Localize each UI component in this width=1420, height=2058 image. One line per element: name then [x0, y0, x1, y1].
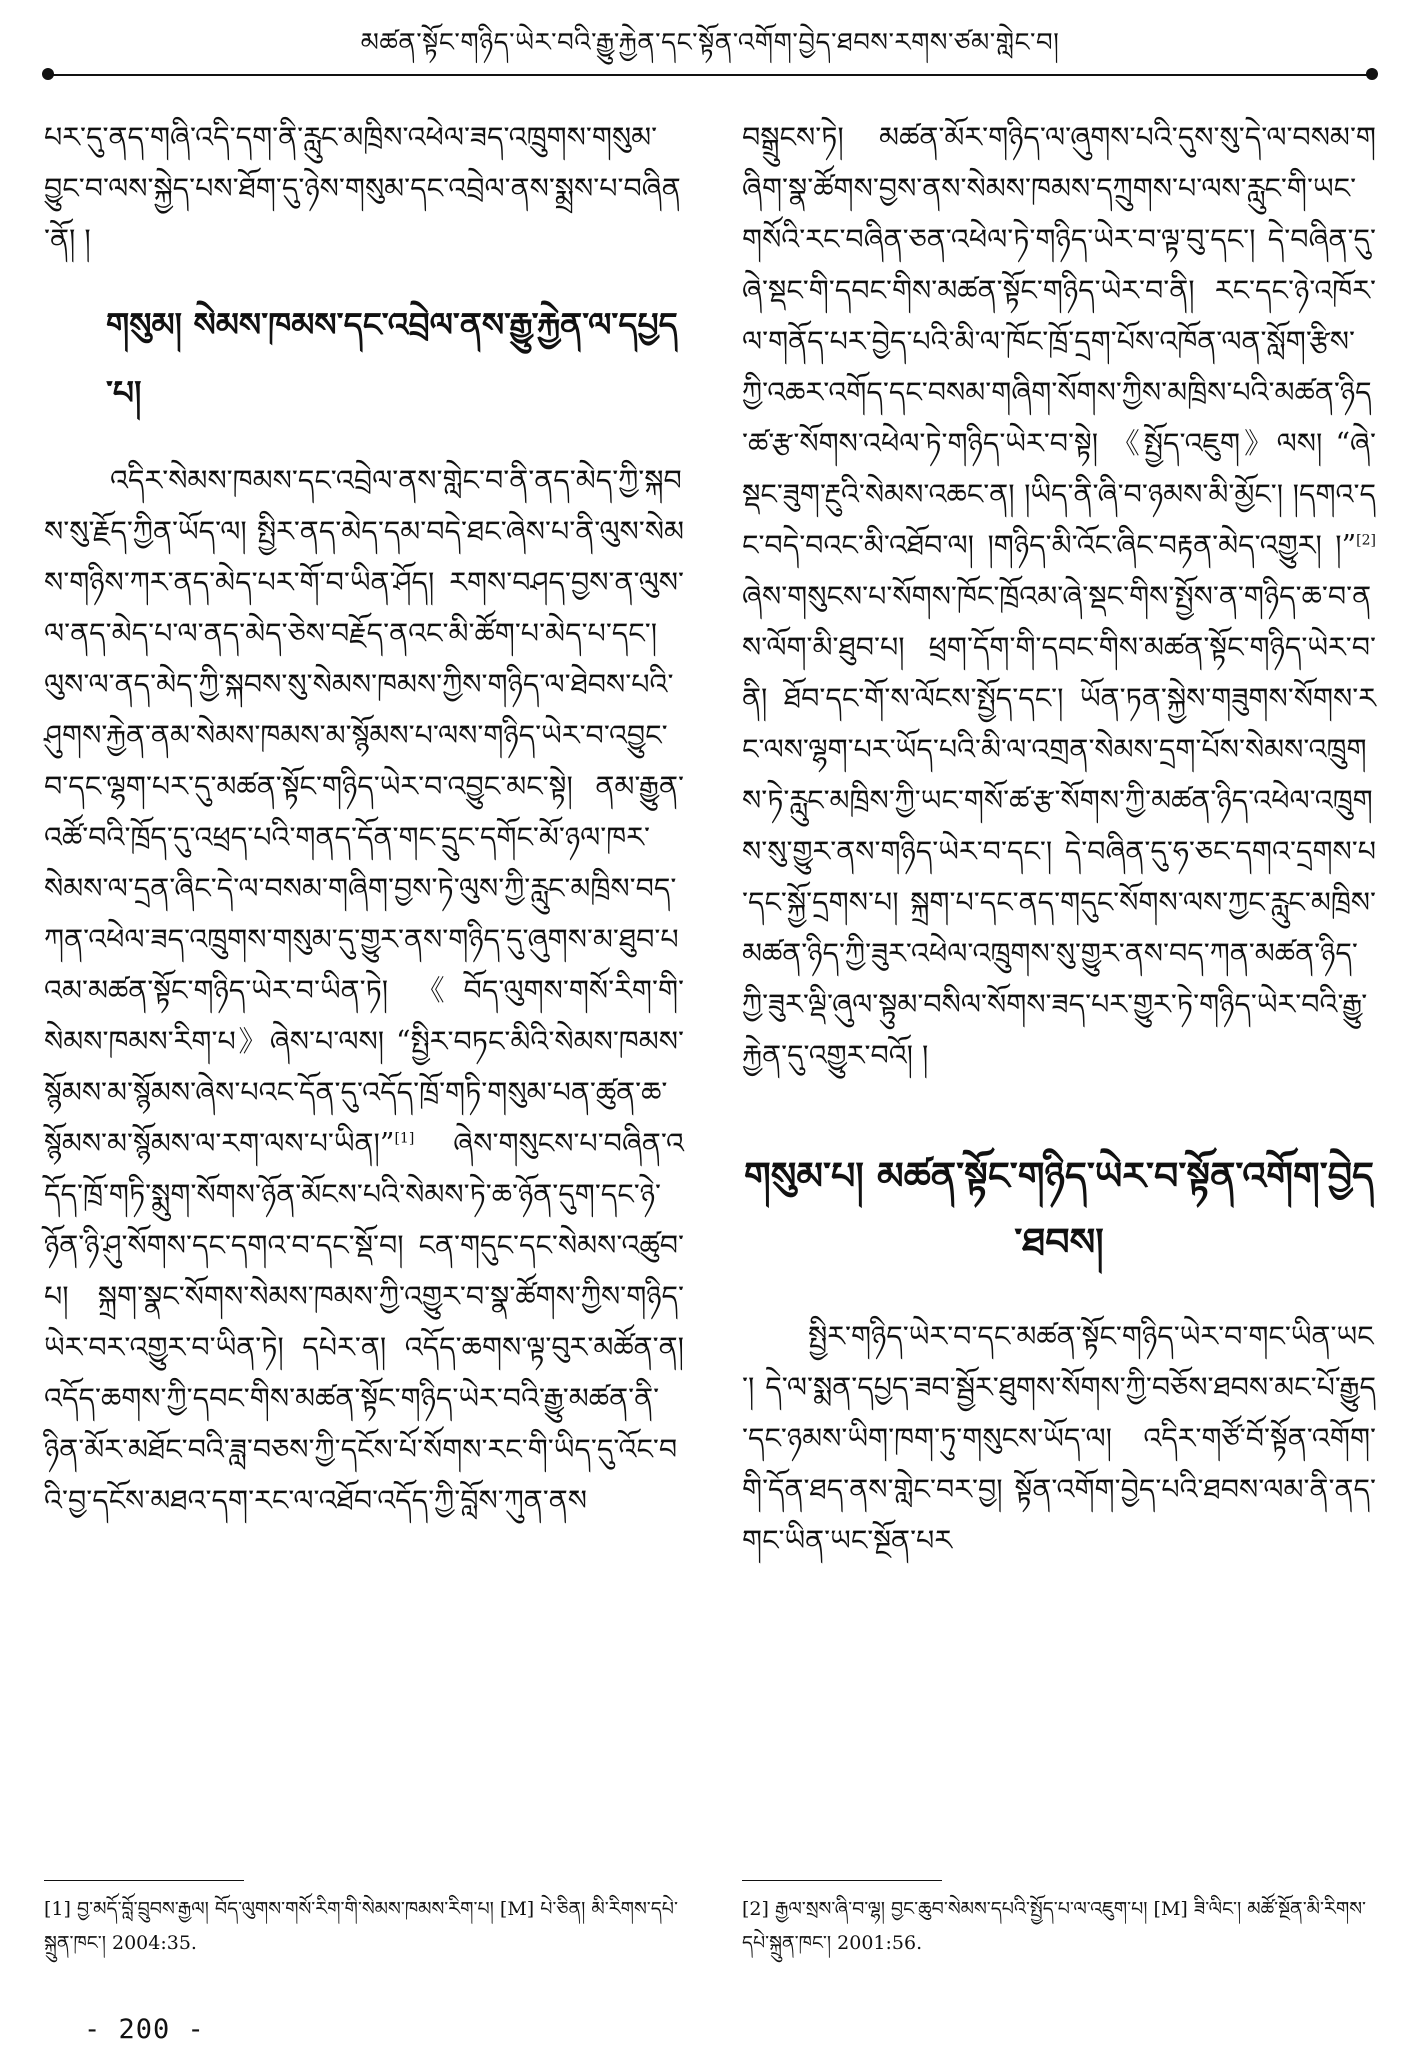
footnote-marker-2: [2]: [1356, 532, 1376, 549]
right-column: [742, 112, 1376, 1566]
left-column: [44, 112, 684, 1526]
page-number: - 200 -: [84, 2014, 205, 2045]
paragraph-mind: [44, 455, 684, 1526]
section-heading-prevention: གསུམ་པ། མཚན་སྟོང་གཉིད་ཡེར་བ་སྟོན་འགོག་བྱེད་ཐབས།: [743, 1153, 1375, 1264]
section-heading-3: གསུམ། སེམས་ཁམས་དང་འབྲེལ་ནས་རྒྱུ་རྐྱེན་ལ་དཔྱད་པ།: [106, 305, 678, 412]
paragraph-right-text-2: ཞེས་གསུངས་པ་སོགས་ཁོང་ཁྲོའམ་ཞེ་སྡང་གིས་སྤྱོས་ན་གཉིད་ཆ་བ་ནས་ལོག་མི་ཐུབ་པ། ཕྲག་དོག་གི་དབང་གིས་མཚན་སྟོང་གཉིད་ཡེར་བ་ནི། ཐོབ་དང་གོ་ས་ལོངས་སྤྱོད་དང་། ཡོན་ཏན་སྐྱེས་གཟུགས་སོགས་རང་ལས་ལྷག་པར་ཡོད་པའི་མི་ལ་འགྲན་སེམས་དྲག་པོས་སེམས་འཁྲུགས་ཏེ་རླུང་མཁྲིས་ཀྱི་ཡང་གསོ་ཚ་རྩ་སོགས་ཀྱི་མཚན་ཉིད་འཕེལ་འཁྲུགས་སུ་གྱུར་ནས་གཉིད་ཡེར་བ་དང་། དེ་བཞིན་དུ་ཧ་ཅང་དགའ་དྲགས་པ་དང་སྐྱོ་དྲགས་པ། སྐྲག་པ་དང་ནད་གདུང་སོགས་ལས་ཀྱང་རླུང་མཁྲིས་མཚན་ཉིད་ཀྱི་ཟུར་འཕེལ་འཁྲུགས་སུ་གྱུར་ནས་བད་ཀན་མཚན་ཉིད་ཀྱི་ཟུར་ལྡི་ཞུལ་སྟུམ་བསིལ་སོགས་ཟད་པར་གྱུར་ཏེ་གཉིད་ཡེར་བའི་རྒྱུ་རྐྱེན་དུ་འགྱུར་བའོ། །: [742, 580, 1376, 1072]
paragraph-continued-right: [742, 112, 1376, 1081]
footnote-1: [1] བྱ་མདོ་བློ་བྲུབས་རྒྱལ། བོད་ལུགས་གསོ་རིག་གི་སེམས་ཁམས་རིག་པ། [M] པེ་ཅིན། མི་རིགས་དཔེ་སྐྲུན་ཁང་། 2004:35.: [44, 1898, 678, 1954]
paragraph-right-text: བསྒྲུངས་ཏེ། མཚན་མོར་གཉིད་ལ་ཞུགས་པའི་དུས་སུ་དེ་ལ་བསམ་གཞིག་སྣ་ཚོགས་བྱས་ནས་སེམས་ཁམས་དཀྲུགས་པ་ལས་རླུང་གི་ཡང་གསོའི་རང་བཞིན་ཅན་འཕེལ་ཏེ་གཉིད་ཡེར་བ་ལྟ་བུ་དང་། དེ་བཞིན་དུ་ཞེ་སྡང་གི་དབང་གིས་མཚན་སྟོང་གཉིད་ཡེར་བ་ནི། རང་དང་ཉེ་འཁོར་ལ་གནོད་པར་བྱེད་པའི་མི་ལ་ཁོང་ཁྲོ་དྲག་པོས་འཁོན་ལན་སློག་རྩིས་ཀྱི་འཆར་འགོད་དང་བསམ་གཞིག་སོགས་ཀྱིས་མཁྲིས་པའི་མཚན་ཉིད་ཚ་རྩ་སོགས་འཕེལ་ཏེ་གཉིད་ཡེར་བ་སྟེ། 《སྤྱོད་འཇུག》ལས། “ཞེ་སྡང་ཟུག་རྔུའི་སེམས་འཆང་ན། །ཡིད་ནི་ཞི་བ་ཉམས་མི་མྱོང་། །དགའ་དང་བདེ་བའང་མི་འཐོབ་ལ། །གཉིད་མི་འོང་ཞིང་བརྟན་མེད་འགྱུར། །”: [742, 121, 1376, 562]
header-rule: [48, 74, 1368, 76]
footnote-2: [2] རྒྱལ་སྲས་ཞི་བ་ལྷ། བྱང་ཆུབ་སེམས་དཔའི་སྤྱོད་པ་ལ་འཇུག་པ། [M] ཟི་ལིང་། མཚོ་སྔོན་མི་རིགས་དཔེ་སྐྲུན་ཁང་། 2001:56.: [742, 1898, 1367, 1954]
footnote-marker-1: [1]: [394, 1130, 415, 1147]
paragraph-mind-text-2: ཞེས་གསུངས་པ་བཞིན་འདོད་ཁྲོ་གཏི་སྨུག་སོགས་ཉོན་མོངས་པའི་སེམས་ཏེ་ཆ་ཉོན་དུག་དང་ཉེ་ཉོན་ཉི་ཤུ་སོགས་དང་དགའ་བ་དང་སྡོ་བ། ངན་གདུང་དང་སེམས་འཚུབ་པ། སྐྲག་སྣང་སོགས་སེམས་ཁམས་ཀྱི་འགྱུར་བ་སྣ་ཚོགས་ཀྱིས་གཉིད་ཡེར་བར་འགྱུར་བ་ཡིན་ཏེ། དཔེར་ན། འདོད་ཆགས་ལྟ་བུར་མཚོན་ན། འདོད་ཆགས་ཀྱི་དབང་གིས་མཚན་སྟོང་གཉིད་ཡེར་བའི་རྒྱུ་མཚན་ནི་ཉིན་མོར་མཐོང་བའི་ཟླ་བཅས་ཀྱི་དངོས་པོ་སོགས་རང་གི་ཡིད་དུ་འོང་བའི་བྱ་དངོས་མཐའ་དག་རང་ལ་འཐོབ་འདོད་ཀྱི་བློས་ཀུན་ནས: [44, 1127, 684, 1517]
running-header: མཚན་སྟོང་གཉིད་ཡེར་བའི་རྒྱུ་རྐྱེན་དང་སྟོན་འགོག་བྱེད་ཐབས་རགས་ཙམ་གླེང་བ།: [360, 28, 1060, 58]
paragraph-mind-text: འདིར་སེམས་ཁམས་དང་འབྲེལ་ནས་གླེང་བ་ནི་ནད་མེད་ཀྱི་སྐབས་སུ་རྗོད་ཀྱིན་ཡོད་ལ། སྤྱིར་ནད་མེད་དམ་བདེ་ཐང་ཞེས་པ་ནི་ལུས་སེམས་གཉིས་ཀར་ནད་མེད་པར་གོ་བ་ཡིན་ཤོད། རགས་བཤད་བྱས་ན་ལུས་ལ་ནད་མེད་པ་ལ་ནད་མེད་ཅེས་བརྗོད་ནའང་མི་ཚོག་པ་མེད་པ་དང་། ལུས་ལ་ནད་མེད་ཀྱི་སྐབས་སུ་སེམས་ཁམས་ཀྱིས་གཉིད་ལ་ཐེབས་པའི་ཤུགས་རྐྱེན་ནམ་སེམས་ཁམས་མ་སྙོམས་པ་ལས་གཉིད་ཡེར་བ་འབྱུང་བ་དང་ལྷག་པར་དུ་མཚན་སྟོང་གཉིད་ཡེར་བ་འབྱུང་མང་སྟེ། ནམ་རྒྱུན་འཚོ་བའི་ཁྲོད་དུ་འཕྲད་པའི་གནད་དོན་གང་དྲུང་དགོང་མོ་ཉལ་ཁར་སེམས་ལ་དྲན་ཞིང་དེ་ལ་བསམ་གཞིག་བྱས་ཏེ་ལུས་ཀྱི་རླུང་མཁྲིས་བད་ཀན་འཕེལ་ཟད་འཁྲུགས་གསུམ་དུ་གྱུར་ནས་གཉིད་དུ་ཞུགས་མ་ཐུབ་པའམ་མཚན་སྟོང་གཉིད་ཡེར་བ་ཡིན་ཏེ། 《བོད་ལུགས་གསོ་རིག་གི་སེམས་ཁམས་རིག་པ》ཞེས་པ་ལས། “སྤྱིར་བཏང་མིའི་སེམས་ཁམས་སྙོམས་མ་སྙོམས་ཞེས་པའང་དོན་དུ་འདོད་ཁྲོ་གཏི་གསུམ་པན་ཚུན་ཆ་སྙོམས་མ་སྙོམས་ལ་རག་ལས་པ་ཡིན།”: [44, 464, 684, 1160]
footnote-rule-left: [44, 1880, 244, 1881]
paragraph-prevention: སྤྱིར་གཉིད་ཡེར་བ་དང་མཚན་སྟོང་གཉིད་ཡེར་བ་གང་ཡིན་ཡང་། དེ་ལ་སྨན་དཔྱད་ཟབ་སྦྱོར་ཐུགས་སོགས་ཀྱི་བཅོས་ཐབས་མང་པོ་རྒྱུད་དང་ཉམས་ཡིག་ཁག་ཏུ་གསུངས་ཡོད་ལ། འདིར་གཙོ་བོ་སྟོན་འགོག་གི་དོན་ཐད་ནས་གླེང་བར་བྱ། སྟོན་འགོག་བྱེད་པའི་ཐབས་ལམ་ནི་ནད་གང་ཡིན་ཡང་སྔོན་པར: [742, 1320, 1376, 1557]
footnote-rule-right: [742, 1880, 942, 1881]
rule-dot-right: [1366, 68, 1378, 80]
paragraph-continued: པར་དུ་ནད་གཞི་འདི་དག་ནི་རླུང་མཁྲིས་འཕེལ་ཟད་འཁྲུགས་གསུམ་བྱུང་བ་ལས་སྐྱེད་པས་ཐོག་དུ་ཉེས་གསུམ་དང་འབྲེལ་ནས་སྨྲས་པ་བཞིན་ནོ། །: [44, 121, 681, 256]
